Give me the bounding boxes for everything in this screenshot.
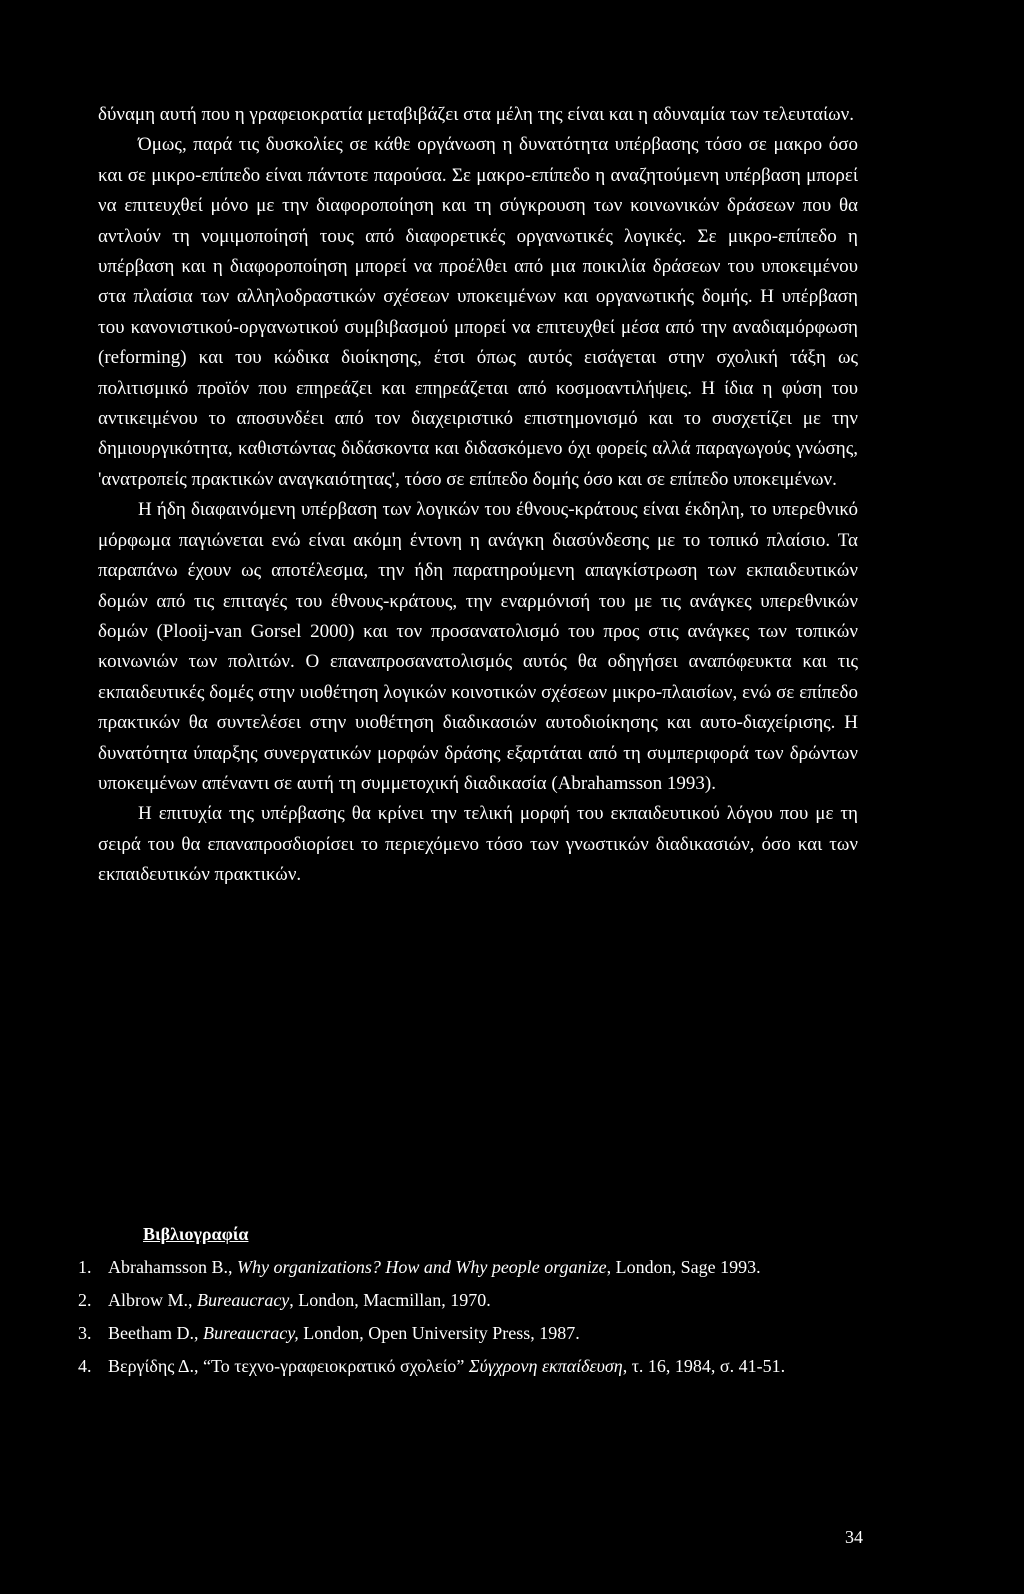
bibliography-list xyxy=(78,1254,863,1386)
item-number: 4. xyxy=(78,1356,92,1376)
item-title: Bureaucracy, xyxy=(202,1323,299,1343)
item-publication: , London, Macmillan, 1970. xyxy=(289,1290,491,1310)
item-author: Abrahamsson B., xyxy=(108,1257,237,1277)
item-author: Beetham D., xyxy=(108,1323,203,1343)
bibliography-item xyxy=(78,1353,863,1379)
item-author: Albrow M., xyxy=(108,1290,197,1310)
item-author: Βεργίδης Δ., “Το τεχνο-γραφειοκρατικό σχολείο” xyxy=(108,1356,469,1376)
bibliography-item xyxy=(78,1287,863,1313)
item-publication: , London, Sage 1993. xyxy=(606,1257,761,1277)
bibliography-item xyxy=(78,1254,863,1280)
paragraph-1: δύναμη αυτή που η γραφειοκρατία μεταβιβάζει στα μέλη της είναι και η αδυναμία των τελευταίων. xyxy=(98,104,854,125)
bibliography-item xyxy=(78,1320,863,1346)
page-number: 34 xyxy=(845,1527,863,1547)
paragraph-3: Η ήδη διαφαινόμενη υπέρβαση των λογικών του έθνους-κράτους είναι έκδηλη, το υπερεθνικό μόρφωμα παγιώνεται ενώ είναι ακόμη έντονη η ανάγκη διασύνδεσης με το τοπικό πλαίσιο. Τα παραπάνω έχουν ως αποτέλεσμα, την ήδη παρατηρούμενη απαγκίστρωση των εκπαιδευτικών δομών από τις επιταγές του έθνους-κράτους, την εναρμόνισή του με τις ανάγκες υπερεθνικών δομών (Plooij-van Gorsel 2000) και τον προσανατολισμό του προς στις ανάγκες των τοπικών κοινωνιών των πολιτών. Ο επαναπροσανατολισμός αυτός θα οδηγήσει αναπόφευκτα και τις εκπαιδευτικές δομές στην υιοθέτηση λογικών κοινοτικών σχέσεων μικρο-πλαισίων, ενώ σε επίπεδο πρακτικών θα συντελέσει στην υιοθέτηση διαδικασιών αυτοδιοίκησης και αυτο-διαχείρισης. Η δυνατότητα ύπαρξης συνεργατικών μορφών δράσης εξαρτάται από τη συμπεριφορά των δρώντων υποκειμένων απέναντι σε αυτή τη συμμετοχική διαδικασία (Abrahamsson 1993). xyxy=(98,499,858,794)
paragraph-4: Η επιτυχία της υπέρβασης θα κρίνει την τελική μορφή του εκπαιδευτικού λόγου που με τη σειρά του θα επαναπροσδιορίσει το περιεχόμενο τόσο των γνωστικών διαδικασιών, όσο και των εκπαιδευτικών πρακτικών. xyxy=(98,803,858,886)
body-text xyxy=(98,100,858,891)
item-number: 1. xyxy=(78,1257,92,1277)
bibliography-heading: Βιβλιογραφία xyxy=(143,1224,249,1244)
paragraph-2: Όμως, παρά τις δυσκολίες σε κάθε οργάνωση η δυνατότητα υπέρβασης τόσο σε μακρο όσο και σε μικρο-επίπεδο είναι πάντοτε παρούσα. Σε μακρο-επίπεδο η αναζητούμενη υπέρβαση μπορεί να επιτευχθεί μόνο με την διαφοροποίηση και τη σύγκρουση των κοινωνικών δράσεων που θα αντλούν τη νομιμοποίησή τους από διαφορετικές οργανωτικές λογικές. Σε μικρο-επίπεδο η υπέρβαση και η διαφοροποίηση μπορεί να προέλθει από μια ποικιλία δράσεων του υποκειμένου στα πλαίσια των αλληλοδραστικών σχέσεων υποκειμένων και οργανωτικής δομής. Η υπέρβαση του κανονιστικού-οργανωτικού συμβιβασμού μπορεί να επιτευχθεί μέσα από την αναδιαμόρφωση (reforming) και του κώδικα διοίκησης, έτσι όπως αυτός εισάγεται στην σχολική τάξη ως πολιτισμικό προϊόν που επηρεάζει και επηρεάζεται από κοσμοαντιλήψεις. Η ίδια η φύση του αντικειμένου το αποσυνδέει από τον διαχειριστικό επιστημονισμό και το συσχετίζει με την δημιουργικότητα, καθιστώντας διδάσκοντα και διδασκόμενο όχι φορείς αλλά παραγωγούς γνώσης, 'ανατροπείς πρακτικών αναγκαιότητας', τόσο σε επίπεδο δομής όσο και σε επίπεδο υποκειμένων. xyxy=(98,134,858,490)
item-publication: , τ. 16, 1984, σ. 41-51. xyxy=(622,1356,786,1376)
item-title: Why organizations? How and Why people organize xyxy=(237,1257,607,1277)
item-number: 2. xyxy=(78,1290,92,1310)
item-title: Bureaucracy xyxy=(197,1290,290,1310)
item-number: 3. xyxy=(78,1323,92,1343)
item-title: Σύγχρονη εκπαίδευση xyxy=(468,1356,623,1376)
item-publication: London, Open University Press, 1987. xyxy=(298,1323,580,1343)
